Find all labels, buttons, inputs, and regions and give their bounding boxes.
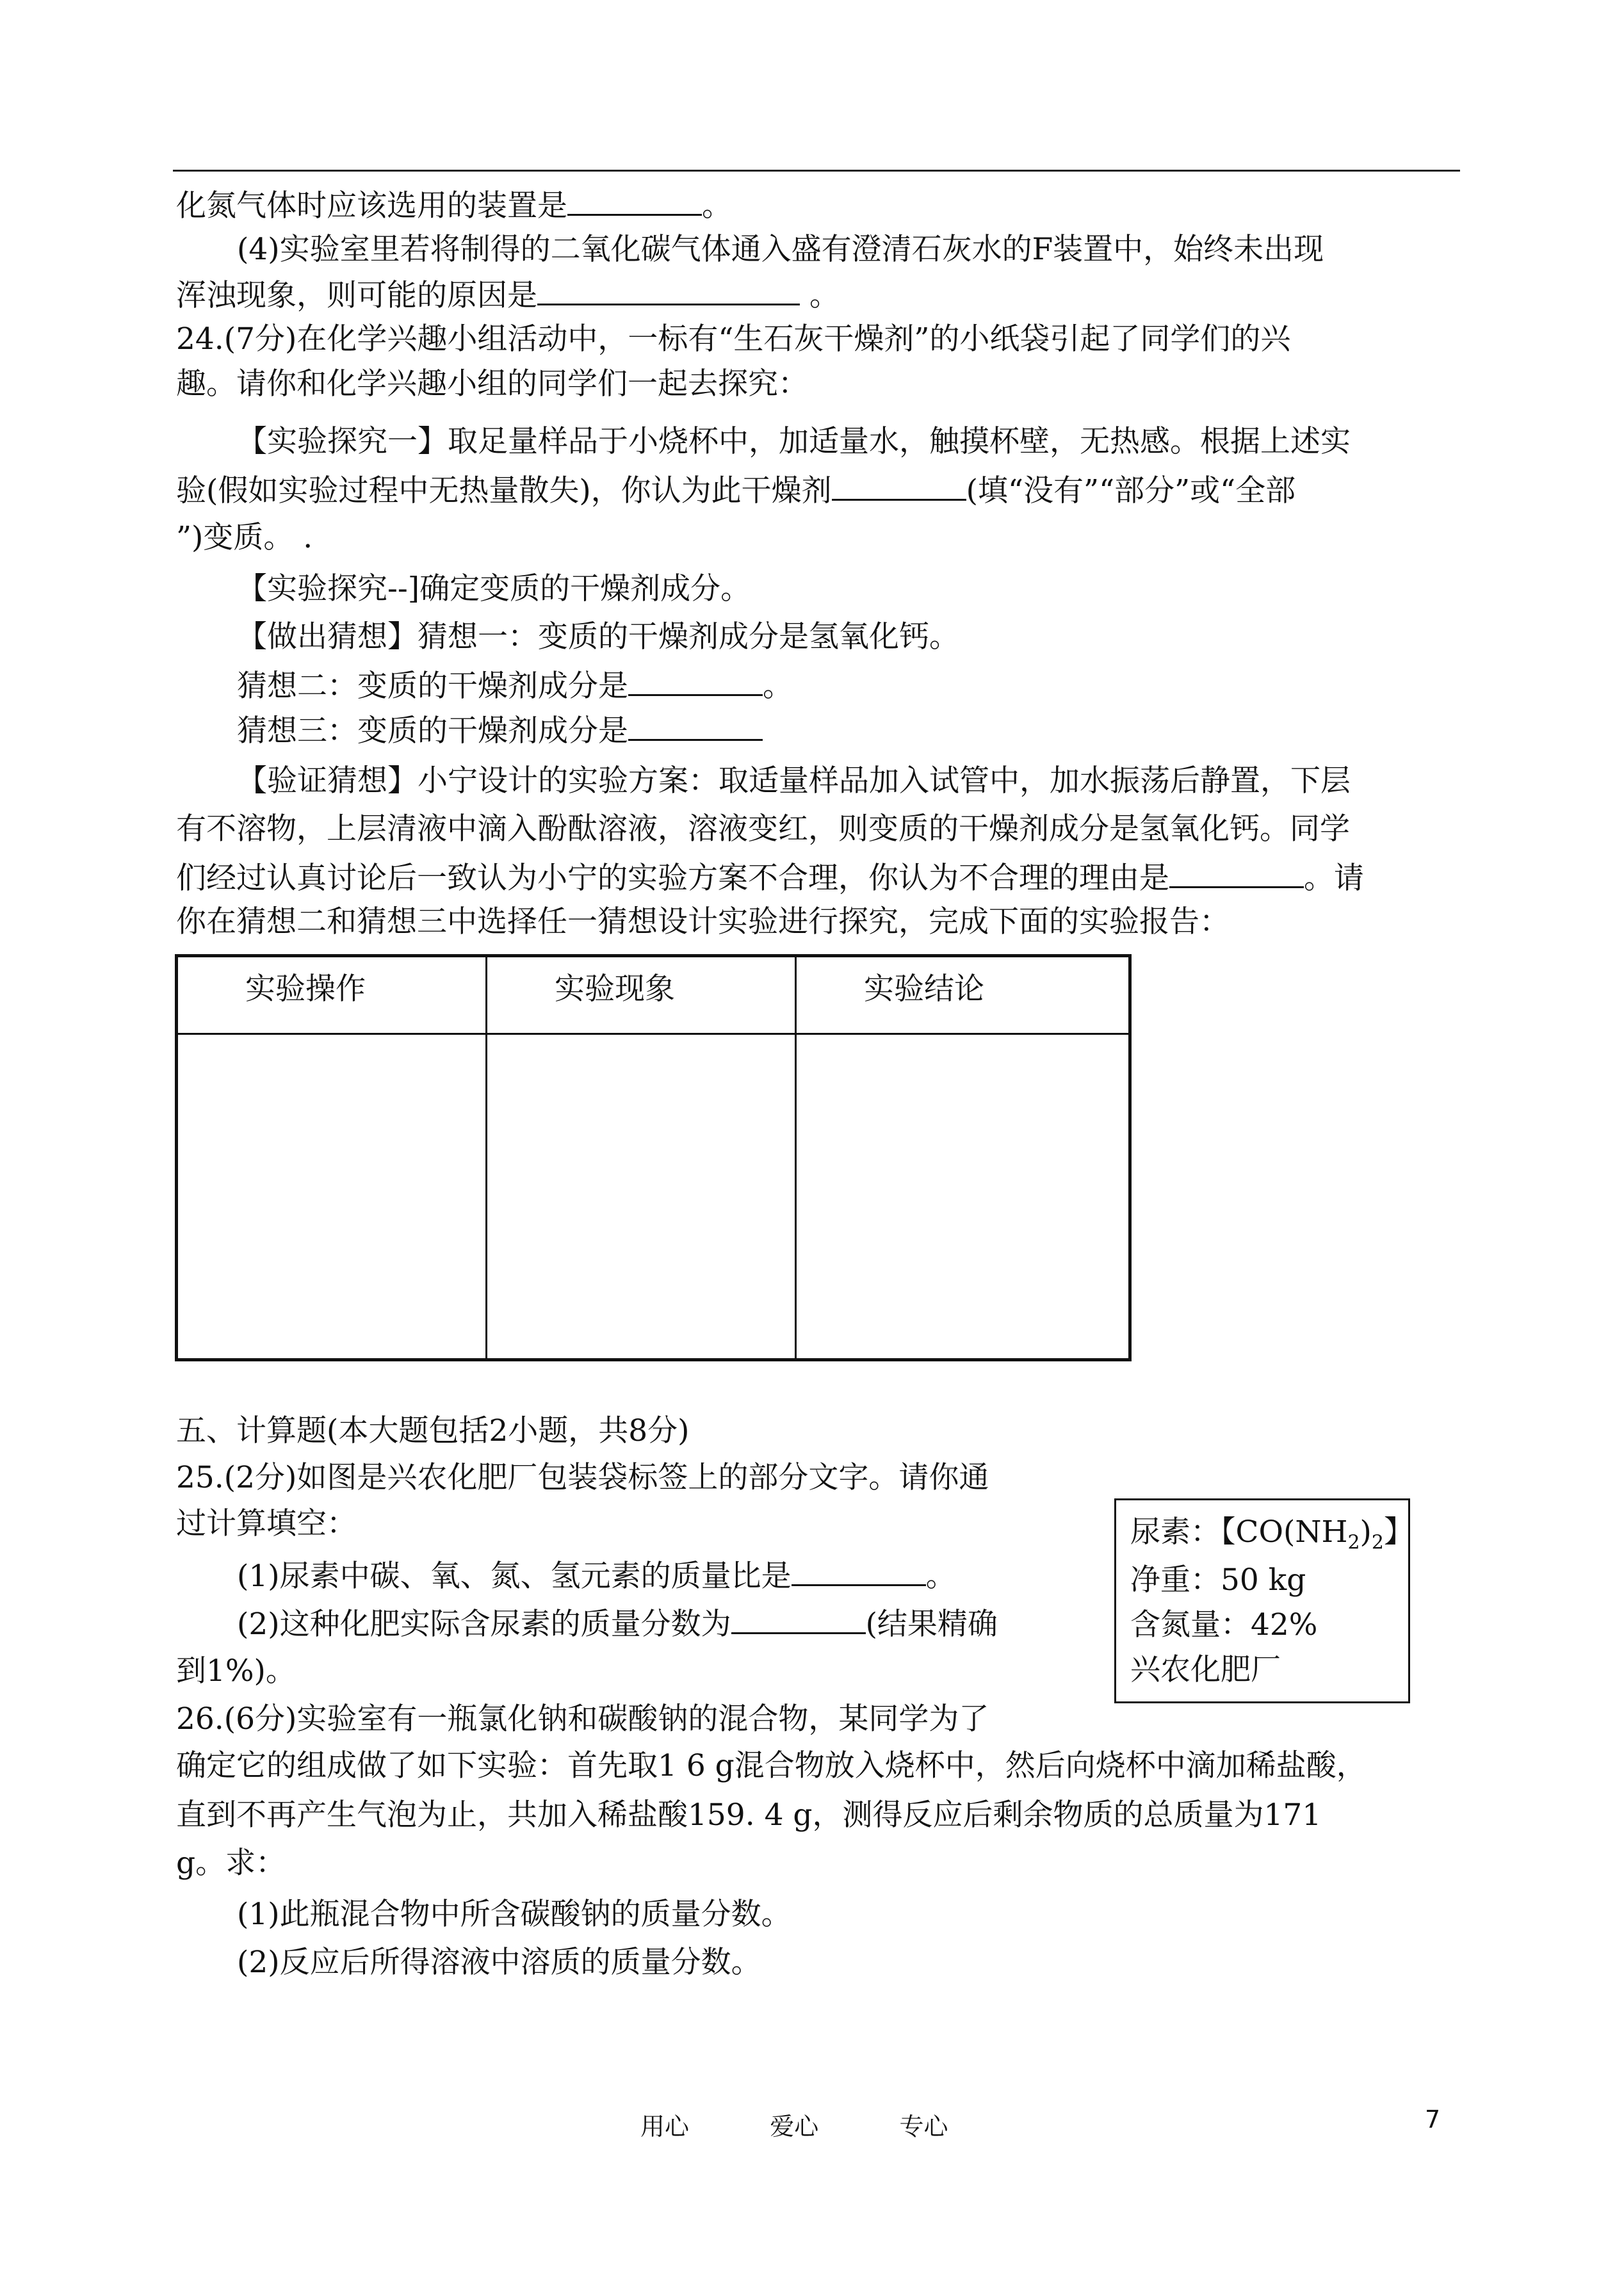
answer-blank[interactable] xyxy=(628,711,763,741)
q23-line-2: (4)实验室里若将制得的二氧化碳气体通入盛有澄清石灰水的F装置中，始终未出现 xyxy=(237,232,1324,267)
table-header-cell: 实验现象 xyxy=(487,956,796,1034)
q23-text: 化氮气体时应该选用的装置是 xyxy=(176,188,567,223)
q26-line-4: g。求： xyxy=(176,1845,286,1881)
q25-sub-2 xyxy=(237,1604,998,1644)
q24-line-1: 24.(7分)在化学兴趣小组活动中，一标有“生石灰干燥剂”的小纸袋引起了同学们的兴 xyxy=(176,321,1291,357)
q24-exp2: 【实验探究--]确定变质的干燥剂成分。 xyxy=(237,571,751,606)
table-row xyxy=(177,1034,1130,1360)
section-5-title: 五、计算题(本大题包括2小题，共8分) xyxy=(176,1413,690,1448)
q24-exp1-line-2 xyxy=(176,471,1295,510)
q24-text: 验(假如实验过程中无热量散失)，你认为此干燥剂 xyxy=(176,473,832,508)
answer-blank[interactable] xyxy=(628,666,763,696)
q24-verify-line-2: 有不溶物，上层清液中滴入酚酞溶液，溶液变红，则变质的干燥剂成分是氢氧化钙。同学 xyxy=(176,811,1350,847)
q23-line-3 xyxy=(176,275,840,315)
q24-guess-3 xyxy=(237,711,763,750)
q23-text: 。 xyxy=(800,278,840,313)
q26-line-2: 确定它的组成做了如下实验：首先取1 6 g混合物放入烧杯中，然后向烧杯中滴加稀盐酸， xyxy=(176,1748,1367,1783)
q24-exp1-line-1: 【实验探究一】取足量样品于小烧杯中，加适量水，触摸杯壁，无热感。根据上述实 xyxy=(237,424,1351,459)
q24-text: 们经过认真讨论后一致认为小宁的实验方案不合理，你认为不合理的理由是 xyxy=(176,861,1169,896)
q24-verify-line-3 xyxy=(176,858,1364,898)
answer-blank[interactable] xyxy=(832,471,966,501)
q24-text: 。请 xyxy=(1304,861,1364,896)
q25-text: (结果精确 xyxy=(865,1607,998,1642)
answer-blank[interactable] xyxy=(567,186,702,216)
q25-line-2: 过计算填空： xyxy=(176,1506,357,1541)
q24-text: (填“没有”“部分”或“全部 xyxy=(966,473,1296,508)
q26-sub-2: (2)反应后所得溶液中溶质的质量分数。 xyxy=(237,1945,761,1980)
label-urea-formula: 尿素：【$CO(NH_2)_2$】 xyxy=(1130,1514,1414,1554)
q25-text: 。 xyxy=(925,1559,956,1594)
q25-sub-1 xyxy=(237,1556,956,1596)
q26-line-1: 26.(6分)实验室有一瓶氯化钠和碳酸钠的混合物，某同学为了 xyxy=(176,1701,989,1737)
answer-blank[interactable] xyxy=(792,1556,926,1586)
q23-text: 浑浊现象，则可能的原因是 xyxy=(176,278,537,313)
header-rule xyxy=(173,170,1460,172)
q25-sub-2-line-2: 到1%)。 xyxy=(176,1653,296,1689)
label-factory-name: 兴农化肥厂 xyxy=(1130,1652,1281,1687)
label-net-weight: 净重：50 kg xyxy=(1130,1562,1306,1598)
q25-text: (1)尿素中碳、氧、氮、氢元素的质量比是 xyxy=(237,1559,792,1594)
table-header-cell: 实验操作 xyxy=(177,956,487,1034)
q24-guess-2 xyxy=(237,666,793,706)
experiment-report-table xyxy=(175,954,1132,1361)
answer-blank[interactable] xyxy=(537,275,800,305)
q24-text: 猜想二：变质的干燥剂成分是 xyxy=(237,669,628,704)
answer-blank[interactable] xyxy=(1169,858,1304,888)
table-cell-operation[interactable] xyxy=(177,1034,487,1360)
page-number: 7 xyxy=(1425,2105,1441,2134)
q24-text: 。 xyxy=(763,669,793,704)
table-cell-conclusion[interactable] xyxy=(796,1034,1130,1360)
q24-text: 猜想三：变质的干燥剂成分是 xyxy=(237,713,628,749)
q24-line-2: 趣。请你和化学兴趣小组的同学们一起去探究： xyxy=(176,366,808,401)
label-nitrogen-content: 含氮量：42% xyxy=(1130,1607,1318,1642)
table-header-cell: 实验结论 xyxy=(796,956,1130,1034)
q26-line-3: 直到不再产生气泡为止，共加入稀盐酸159. 4 g，测得反应后剩余物质的总质量为171 xyxy=(176,1797,1322,1833)
table-header-row xyxy=(177,956,1130,1034)
table-cell-phenomenon[interactable] xyxy=(487,1034,796,1360)
q25-line-1: 25.(2分)如图是兴农化肥厂包装袋标签上的部分文字。请你通 xyxy=(176,1460,989,1495)
footer-motto: 用心 爱心 专心 xyxy=(640,2113,948,2141)
q24-verify-line-4: 你在猜想二和猜想三中选择任一猜想设计实验进行探究，完成下面的实验报告： xyxy=(176,904,1230,939)
q25-text: (2)这种化肥实际含尿素的质量分数为 xyxy=(237,1607,731,1642)
q23-line-1 xyxy=(176,186,732,225)
q24-guess-1: 【做出猜想】猜想一：变质的干燥剂成分是氢氧化钙。 xyxy=(237,619,959,654)
fertilizer-label-box xyxy=(1114,1498,1414,1703)
q23-text: 。 xyxy=(702,188,732,223)
q24-exp1-line-3: ”)变质。 . xyxy=(176,520,313,555)
answer-blank[interactable] xyxy=(731,1604,866,1634)
q26-sub-1: (1)此瓶混合物中所含碳酸钠的质量分数。 xyxy=(237,1897,792,1932)
q24-verify-line-1: 【验证猜想】小宁设计的实验方案：取适量样品加入试管中，加水振荡后静置，下层 xyxy=(237,763,1351,799)
